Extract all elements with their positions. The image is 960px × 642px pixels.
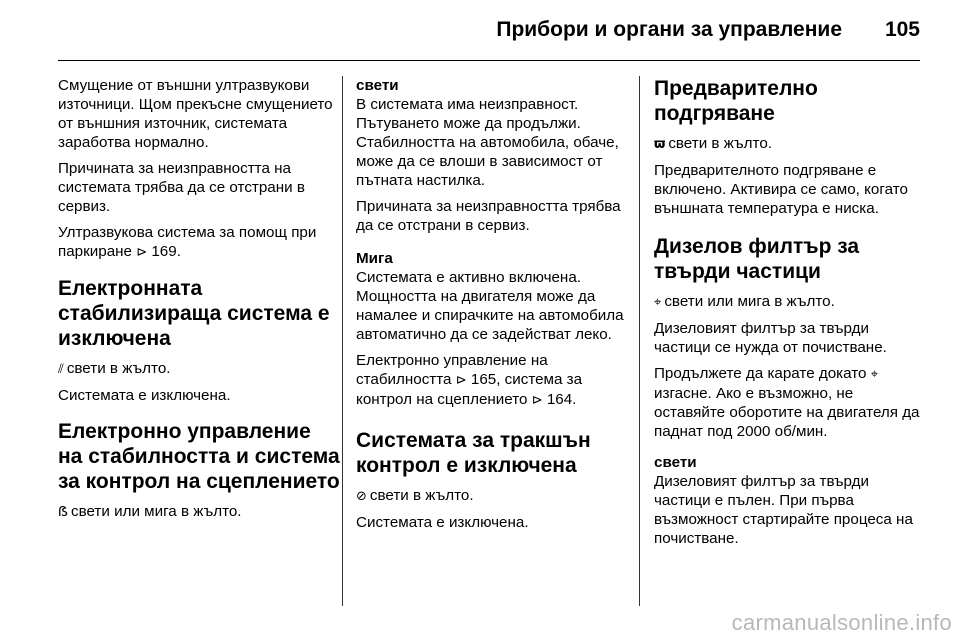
dpf-desc: Дизеловият филтър за твърди частици се нужда от почистване.	[654, 320, 887, 356]
column-divider-1	[342, 76, 343, 606]
column-2	[356, 76, 628, 539]
page-number: 105	[884, 18, 920, 41]
lit-desc: В системата има неизправност. Пътуването може да продължи. Стабилността на автомобила, обаче, може да се влоши в зависимост от пътната настилка.	[356, 96, 619, 189]
tc-off-status: ⊘ свети в жълто.	[356, 487, 474, 504]
paragraph-service: Причината за неизправността на системата трябва да се отстрани в сервиз.	[58, 160, 305, 215]
page-ref[interactable]: 169.	[151, 243, 181, 260]
esc-icon: ẞ	[58, 505, 68, 520]
esp-off-desc: Системата е изключена.	[58, 387, 231, 404]
preheat-coil-icon: ϖ	[654, 137, 666, 152]
column-divider-2	[639, 76, 640, 606]
tc-off-icon: ⊘	[356, 489, 367, 504]
heading-tc-off: Системата за тракшън контрол е изключена	[356, 429, 591, 477]
preheat-desc: Предварителното подгряване е включено. Активира се само, когато външната температура е ниска.	[654, 162, 908, 217]
column-3	[654, 76, 924, 555]
ref-arrow-icon: ⊳	[531, 393, 543, 408]
subheading-blink: Мига	[356, 250, 393, 267]
dpf-status: ⌖ свети или мига в жълто.	[654, 293, 835, 310]
paragraph-interference: Смущение от външни ултразвукови източници. Щом прекъсне смущението от външния източник, системата заработва нормално.	[58, 77, 333, 151]
heading-dpf: Дизелов филтър за твърди частици	[654, 235, 860, 283]
page-header	[0, 0, 960, 62]
lit-service: Причината за неизправността трябва да се отстрани в сервиз.	[356, 198, 621, 234]
dpf-lit-desc: Дизеловият филтър за твърди частици е пълен. При първа възможност стартирайте процеса на почистване.	[654, 473, 913, 547]
column-1	[58, 76, 340, 529]
watermark: carmanualsonline.info	[731, 610, 952, 635]
ref-arrow-icon: ⊳	[455, 373, 467, 388]
preheat-status: ϖ свети в жълто.	[654, 135, 772, 152]
subheading-lit: свети	[654, 454, 697, 471]
ref-arrow-icon: ⊳	[136, 245, 148, 260]
heading-preheat: Предварително подгряване	[654, 77, 818, 125]
esp-off-icon: ⫽	[58, 362, 64, 377]
subheading-lit: свети	[356, 77, 399, 94]
header-title: Прибори и органи за управление	[496, 18, 842, 41]
esp-off-status: ⫽ свети в жълто.	[58, 360, 171, 377]
heading-esp-off: Електронната стабилизираща система е изключена	[58, 277, 330, 350]
blink-ref: Електронно управление на стабилността ⊳ 165, система за контрол на сцеплението ⊳ 164.	[356, 352, 583, 408]
blink-desc: Системата е активно включена. Мощността на двигателя може да намалее и спирачките на автомобила автоматично да се задействат леко.	[356, 269, 624, 343]
paragraph-parking-ref: Ултразвукова система за помощ при паркиране ⊳ 169.	[58, 224, 317, 260]
tc-off-desc: Системата е изключена.	[356, 514, 529, 531]
esc-status: ẞ свети или мига в жълто.	[58, 503, 242, 520]
dpf-icon: ⌖	[870, 367, 879, 382]
dpf-icon: ⌖	[654, 295, 662, 310]
dpf-drive: Продължете да карате докато ⌖ изгасне. Ако е възможно, не оставяйте оборотите на двигателя да паднат под 2000 об/мин.	[654, 365, 920, 440]
header-divider	[58, 60, 920, 61]
heading-esc: Електронно управление на стабилността и система за контрол на сцеплението	[58, 420, 340, 493]
